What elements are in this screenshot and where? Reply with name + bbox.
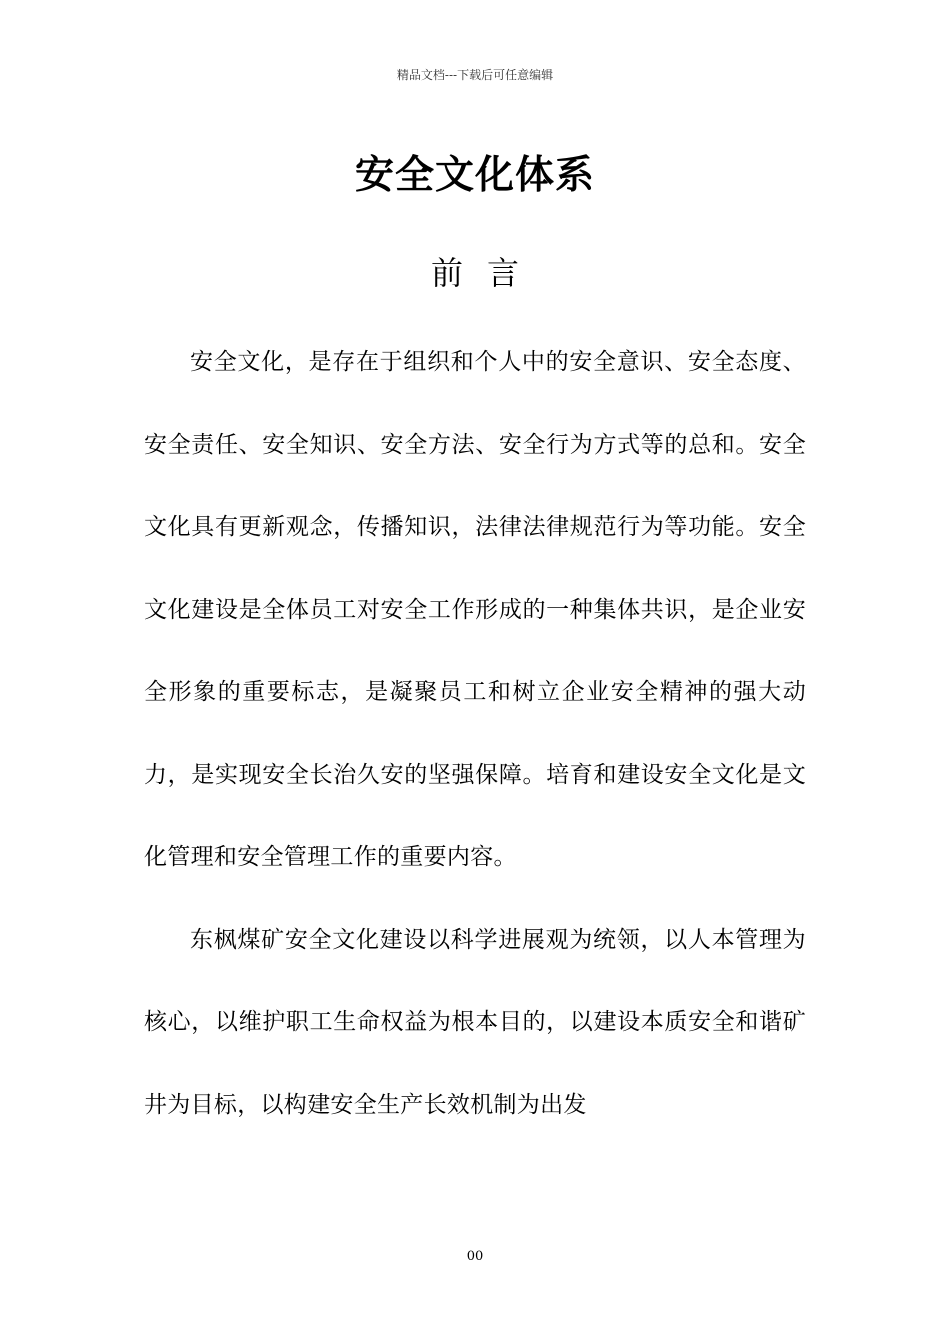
page-number: 00 [466, 1249, 484, 1264]
document-title: 安全文化体系 [354, 153, 595, 198]
header-note: 精品文档---下载后可任意编辑 [396, 68, 554, 82]
paragraph: 东枫煤矿安全文化建设以科学进展观为统领，以人本管理为核心，以维护职工生命权益为根本目的，以建设本质安全和谐矿井为目标，以构建安全生产长效机制为出发 [144, 926, 806, 1118]
section-title [0, 248, 950, 294]
paragraph: 安全文化，是存在于组织和个人中的安全意识、安全态度、安全责任、安全知识、安全方法、安全行为方式等的总和。安全文化具有更新观念，传播知识，法律法律规范行为等功能。安全文化建设是全体员工对安全工作形成的一种集体共识，是企业安全形象的重要标志，是凝聚员工和树立企业安全精神的强大动力，是实现安全长治久安的坚强保障。培育和建设安全文化是文化管理和安全管理工作的重要内容。 [144, 349, 806, 870]
body-text [144, 321, 806, 1146]
section-title-part2: 言 [487, 254, 520, 292]
section-title-part1: 前 [430, 254, 463, 292]
